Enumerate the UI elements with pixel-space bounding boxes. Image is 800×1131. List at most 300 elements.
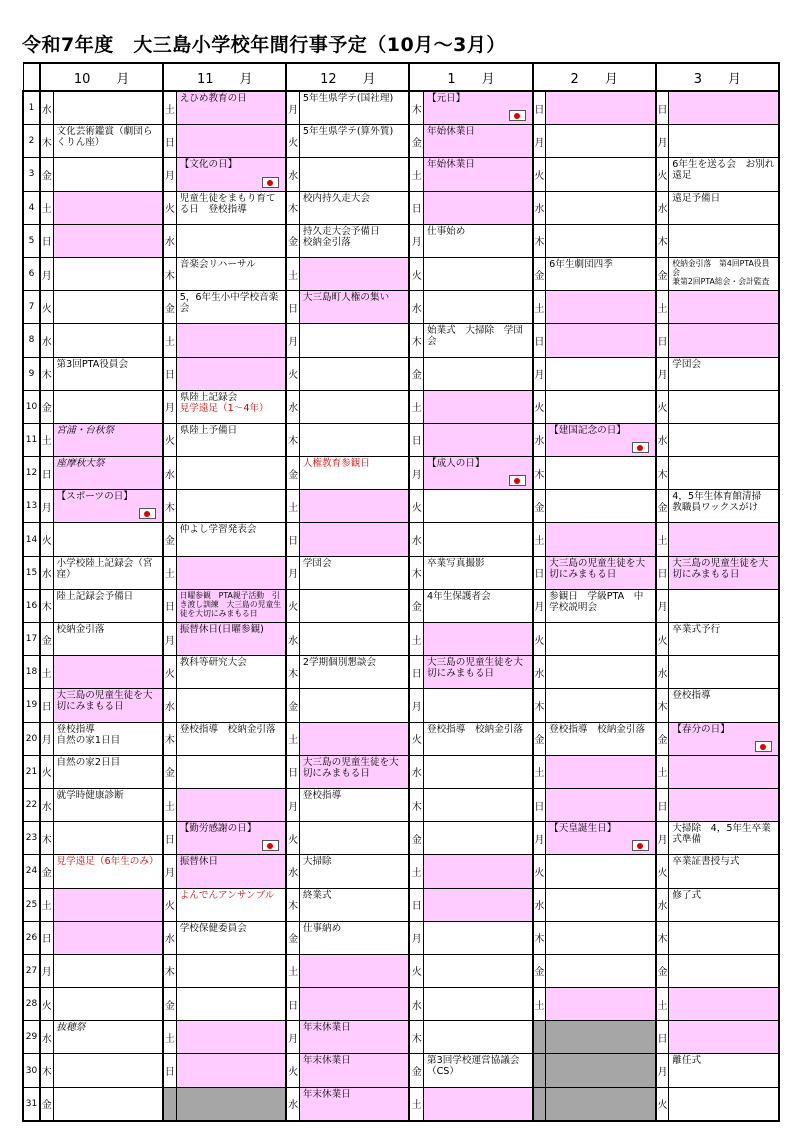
weekday-cell: 火 [409,257,423,290]
table-row [23,91,779,125]
event-cell [669,257,779,290]
event-cell [546,423,656,456]
japan-flag-icon [139,508,156,519]
day-number: 19 [23,689,40,722]
event-text: 終業式 [302,889,332,901]
event-cell [424,954,533,987]
event-text: えひめ教育の日 [179,93,247,104]
day-number: 5 [23,224,40,257]
event-cell [53,589,163,622]
event-cell [546,589,656,622]
event-cell [176,1054,286,1087]
event-cell [299,755,409,788]
weekday-cell: 月 [656,589,669,622]
event-cell [53,257,163,290]
day-number: 4 [23,191,40,224]
event-cell [424,125,533,158]
event-text: 登校指導 [672,690,711,702]
weekday-cell: 月 [409,457,423,490]
event-cell [299,921,409,954]
weekday-cell: 日 [163,589,176,622]
weekday-cell [533,1087,546,1121]
event-cell [546,722,656,755]
event-text: 5年生県学テ(算外質) [302,126,394,138]
weekday-cell: 月 [163,855,176,888]
event-text: 小学校陸上記録会（宮窪） [56,557,153,580]
event-cell [299,988,409,1021]
table-row [23,324,779,357]
weekday-cell: 火 [409,722,423,755]
event-cell [53,1021,163,1054]
weekday-cell: 日 [409,423,423,456]
weekday-cell: 水 [163,457,176,490]
event-text: 登校指導 校納金引落 [549,723,646,735]
event-text: 校内持久走大会 [302,192,370,204]
month-header-row [23,63,779,91]
annual-schedule-table [22,62,780,1122]
event-cell [53,689,163,722]
weekday-cell: 日 [533,556,546,589]
day-number: 30 [23,1054,40,1087]
event-cell [176,589,286,622]
event-cell [424,158,533,191]
weekday-cell: 月 [533,822,546,855]
weekday-cell: 水 [40,91,53,125]
event-cell [424,556,533,589]
table-row [23,556,779,589]
weekday-cell: 水 [656,888,669,921]
weekday-cell: 日 [656,556,669,589]
weekday-cell: 水 [533,191,546,224]
event-text: 大三島の児童生徒を大切にみまもる日 [302,756,399,779]
event-text: 日曜参観 PTA親子活動 引き渡し訓練 大三島の児童生徒を大切にみまもる日 [179,590,282,618]
weekday-cell: 木 [409,556,423,589]
event-cell [53,291,163,324]
table-row [23,656,779,689]
event-cell [176,291,286,324]
event-text: 卒業写真撮影 [427,557,485,569]
weekday-cell: 日 [656,91,669,125]
table-row [23,755,779,788]
weekday-cell: 月 [656,822,669,855]
event-text: 校納金引落 第4回PTA役員会 兼第2回PTA総会・会計監査 [672,258,770,286]
event-cell [299,1087,409,1121]
weekday-cell: 火 [163,423,176,456]
event-cell [424,457,533,490]
weekday-cell: 木 [40,357,53,390]
weekday-cell: 土 [533,755,546,788]
weekday-cell: 金 [163,291,176,324]
weekday-cell: 日 [656,324,669,357]
weekday-cell: 金 [656,722,669,755]
weekday-cell [163,1087,176,1121]
weekday-cell: 月 [286,556,299,589]
event-cell [546,1021,656,1054]
weekday-cell: 月 [286,91,299,125]
event-cell [53,91,163,125]
weekday-cell: 土 [163,1021,176,1054]
table-row [23,722,779,755]
event-cell [546,954,656,987]
event-text: 県陸上予備日 [179,424,238,436]
month-header: 2 月 [533,63,656,91]
event-cell [546,1054,656,1087]
event-cell [53,788,163,821]
weekday-cell: 金 [409,1054,423,1087]
weekday-cell: 日 [40,224,53,257]
event-cell [669,357,779,390]
weekday-cell: 木 [656,224,669,257]
event-text: 振替休日 [179,856,219,868]
event-text: 離任式 [672,1055,702,1067]
weekday-cell: 月 [286,788,299,821]
weekday-cell: 月 [40,490,53,523]
weekday-cell: 日 [409,888,423,921]
event-cell [299,357,409,390]
table-row [23,855,779,888]
weekday-cell: 水 [40,1021,53,1054]
day-number: 18 [23,656,40,689]
weekday-cell: 木 [656,689,669,722]
month-header: 11 月 [163,63,286,91]
event-cell [546,921,656,954]
event-text: 4，5年生体育館清掃 教職員ワックスがけ [672,491,771,514]
event-text: 6年生を送る会 お別れ遠足 [672,159,775,182]
weekday-cell: 日 [40,921,53,954]
day-number: 6 [23,257,40,290]
weekday-cell: 水 [656,191,669,224]
weekday-cell: 土 [40,656,53,689]
weekday-cell: 木 [533,689,546,722]
event-cell [546,91,656,125]
japan-flag-icon [262,177,279,188]
weekday-cell: 木 [40,822,53,855]
event-text: 持久走大会予備日 校納金引落 [302,225,380,248]
weekday-cell: 日 [656,788,669,821]
weekday-cell: 木 [656,457,669,490]
weekday-cell: 火 [409,954,423,987]
event-text: 仕事始め [427,225,466,237]
weekday-cell: 月 [286,324,299,357]
table-row [23,623,779,656]
weekday-cell: 金 [40,390,53,423]
weekday-cell: 土 [409,390,423,423]
weekday-cell: 土 [286,722,299,755]
day-number: 22 [23,788,40,821]
event-text: 座摩秋大祭 [56,458,105,470]
weekday-cell: 木 [286,423,299,456]
event-cell [176,755,286,788]
weekday-cell: 水 [286,623,299,656]
event-cell [53,954,163,987]
event-cell [299,722,409,755]
weekday-cell: 木 [533,457,546,490]
event-cell [176,390,286,423]
weekday-cell: 日 [286,755,299,788]
event-cell [176,888,286,921]
weekday-cell: 火 [533,158,546,191]
event-cell [424,291,533,324]
event-text: 大掃除 4，5年生卒業式準備 [672,823,771,846]
event-cell [299,888,409,921]
weekday-cell: 土 [533,988,546,1021]
day-number: 2 [23,125,40,158]
event-cell [669,623,779,656]
weekday-cell: 日 [163,822,176,855]
weekday-cell: 水 [533,888,546,921]
weekday-cell: 金 [40,1087,53,1121]
event-cell [53,457,163,490]
event-cell [669,191,779,224]
event-cell [53,988,163,1021]
event-cell [546,1087,656,1121]
month-header: 10 月 [40,63,163,91]
event-cell [424,623,533,656]
event-text: 5，6年生小中学校音楽会 [179,292,279,315]
weekday-cell: 木 [656,921,669,954]
event-cell [424,523,533,556]
weekday-cell: 木 [163,490,176,523]
event-text: 【天皇誕生日】 [549,823,617,835]
weekday-cell: 金 [163,523,176,556]
event-text: 年始休業日 [427,126,475,138]
day-number: 17 [23,623,40,656]
event-cell [299,291,409,324]
weekday-cell: 木 [409,91,423,125]
day-number: 23 [23,822,40,855]
event-cell [546,855,656,888]
event-cell [176,324,286,357]
day-number: 26 [23,921,40,954]
japan-flag-icon [262,840,279,851]
event-text: 校納金引落 [56,624,105,635]
event-text: 抜穂祭 [56,1022,86,1034]
weekday-cell: 月 [409,921,423,954]
event-text: 児童生徒をまもり育てる日 登校指導 [179,192,276,215]
weekday-cell: 木 [40,1054,53,1087]
weekday-cell: 木 [286,888,299,921]
event-text: 大三島の児童生徒を大切にみまもる日 [672,557,769,580]
weekday-cell: 土 [656,755,669,788]
weekday-cell: 日 [533,91,546,125]
weekday-cell: 木 [409,788,423,821]
event-cell [546,755,656,788]
weekday-cell: 日 [163,357,176,390]
event-cell [669,589,779,622]
event-cell [424,1021,533,1054]
weekday-cell: 火 [286,357,299,390]
weekday-cell: 月 [409,689,423,722]
event-cell [424,357,533,390]
table-row [23,523,779,556]
event-cell [299,822,409,855]
event-cell [176,257,286,290]
event-cell [53,523,163,556]
event-cell [546,490,656,523]
event-cell [53,755,163,788]
event-cell [299,191,409,224]
table-row [23,988,779,1021]
weekday-cell: 火 [40,755,53,788]
weekday-cell: 月 [286,1021,299,1054]
event-text: 【勤労感謝の日】 [179,823,257,835]
table-row [23,357,779,390]
weekday-cell: 火 [656,1087,669,1121]
event-cell [53,390,163,423]
event-cell [53,921,163,954]
event-cell [669,1054,779,1087]
weekday-cell: 火 [163,888,176,921]
event-text: 6年生劇団四季 [549,258,613,270]
page-title: 令和7年度 大三島小学校年間行事予定（10月～3月） [22,34,506,56]
weekday-cell: 土 [286,257,299,290]
weekday-cell: 火 [656,855,669,888]
event-cell [669,125,779,158]
month-header: 1 月 [409,63,532,91]
event-cell [546,291,656,324]
event-text: 登校指導 [302,789,342,801]
weekday-cell: 金 [533,490,546,523]
event-text: 卒業証書授与式 [672,856,740,868]
event-cell [176,1021,286,1054]
weekday-cell: 金 [409,357,423,390]
day-number: 13 [23,490,40,523]
japan-flag-icon [755,741,772,752]
table-row [23,125,779,158]
weekday-cell: 木 [40,589,53,622]
weekday-cell: 土 [163,324,176,357]
weekday-cell: 月 [656,125,669,158]
japan-flag-icon [632,840,649,851]
event-text: 年末休業日 [302,1055,351,1067]
weekday-cell: 金 [163,755,176,788]
event-cell [299,556,409,589]
event-cell [546,324,656,357]
table-row [23,390,779,423]
weekday-cell: 木 [286,191,299,224]
table-row [23,1087,779,1121]
table-row [23,888,779,921]
weekday-cell: 金 [656,257,669,290]
weekday-cell: 水 [656,656,669,689]
event-cell [53,656,163,689]
event-text: 学校保健委員会 [179,922,247,934]
weekday-cell: 土 [163,91,176,125]
event-cell [299,423,409,456]
event-text: 仲よし学習発表会 [179,524,257,536]
event-text: 学団会 [672,358,702,370]
weekday-cell: 水 [40,324,53,357]
event-text: 人権教育参観日 [302,458,370,470]
weekday-cell: 水 [409,291,423,324]
weekday-cell: 土 [533,291,546,324]
table-row [23,1054,779,1087]
event-cell [424,822,533,855]
weekday-cell: 月 [533,357,546,390]
event-cell [299,523,409,556]
event-cell [176,954,286,987]
event-cell [53,125,163,158]
event-cell [669,1021,779,1054]
day-number: 27 [23,954,40,987]
japan-flag-icon [632,442,649,453]
event-text: 【春分の日】 [672,723,730,735]
weekday-cell: 土 [40,423,53,456]
event-text: 学団会 [302,557,332,569]
weekday-cell: 水 [286,390,299,423]
weekday-cell: 金 [286,224,299,257]
event-text: 宮浦・台秋祭 [56,424,115,436]
event-cell [424,423,533,456]
table-row [23,921,779,954]
weekday-cell: 土 [40,888,53,921]
weekday-cell: 日 [40,457,53,490]
event-cell [546,988,656,1021]
event-text: 始業式 大掃除 学団会 [427,325,523,348]
event-cell [424,656,533,689]
event-cell [176,523,286,556]
month-header: 3 月 [656,63,779,91]
event-cell [669,755,779,788]
event-cell [176,988,286,1021]
event-cell [53,722,163,755]
weekday-cell: 木 [163,257,176,290]
day-number: 25 [23,888,40,921]
weekday-cell: 木 [286,656,299,689]
event-cell [424,390,533,423]
day-number: 8 [23,324,40,357]
event-cell [669,224,779,257]
weekday-cell: 金 [40,158,53,191]
weekday-cell: 火 [286,125,299,158]
event-cell [424,855,533,888]
event-text: 登校指導 校納金引落 [179,723,276,735]
event-cell [176,191,286,224]
weekday-cell: 土 [656,988,669,1021]
event-cell [669,722,779,755]
weekday-cell: 月 [656,357,669,390]
weekday-cell: 火 [40,523,53,556]
weekday-cell: 火 [163,191,176,224]
day-number: 9 [23,357,40,390]
weekday-cell: 水 [163,689,176,722]
day-number: 14 [23,523,40,556]
weekday-cell: 火 [533,390,546,423]
event-cell [669,954,779,987]
weekday-cell: 水 [163,224,176,257]
event-cell [669,324,779,357]
event-cell [546,158,656,191]
weekday-cell: 水 [656,423,669,456]
event-cell [53,158,163,191]
weekday-cell: 土 [656,291,669,324]
table-row [23,1021,779,1054]
event-cell [299,390,409,423]
event-cell [424,755,533,788]
weekday-cell: 木 [40,125,53,158]
event-cell [669,689,779,722]
weekday-cell: 土 [286,954,299,987]
event-cell [299,855,409,888]
event-text: 参観日 学級PTA 中学校説明会 [549,590,644,613]
table-row [23,191,779,224]
event-text: 卒業式予行 [672,624,721,635]
event-cell [299,91,409,125]
table-row [23,589,779,622]
event-text: 自然の家2日目 [56,756,121,768]
event-cell [669,988,779,1021]
day-number: 3 [23,158,40,191]
